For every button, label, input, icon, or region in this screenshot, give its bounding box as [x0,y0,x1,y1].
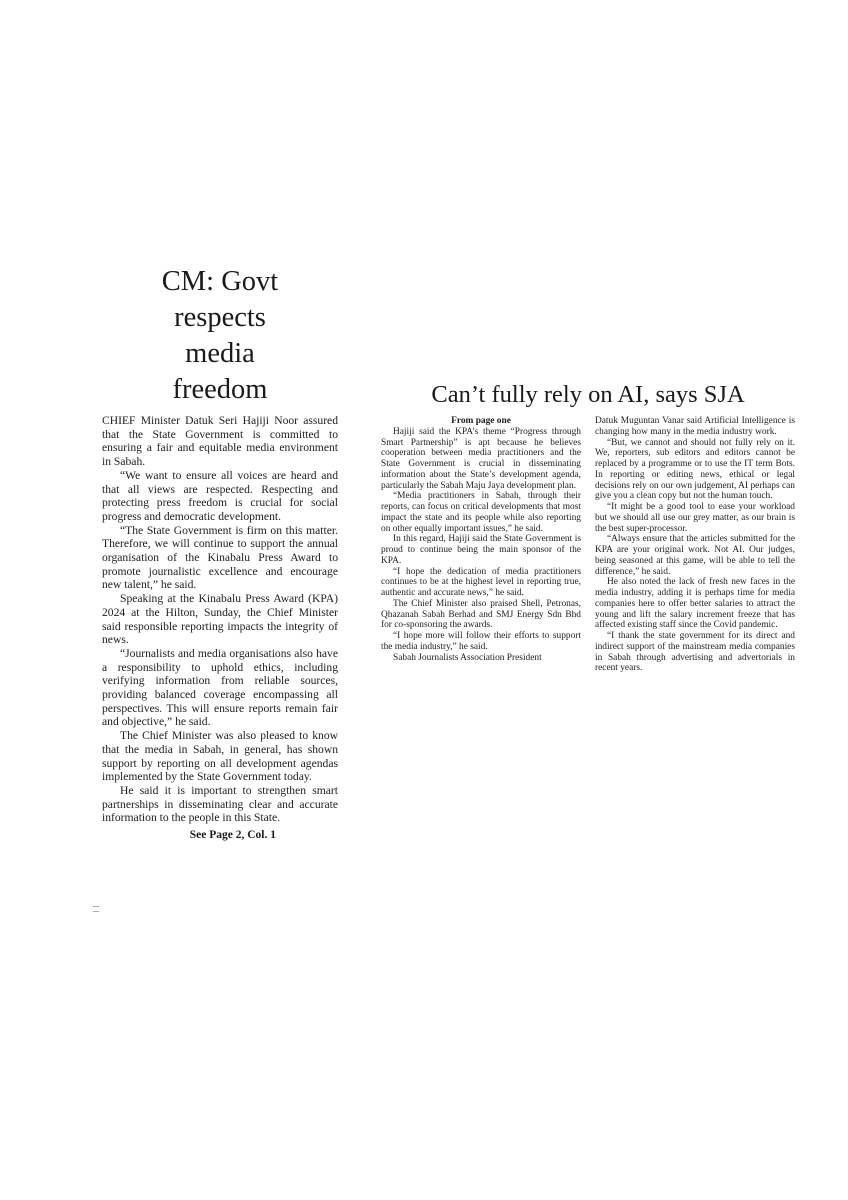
paragraph: “Journalists and media organisations also have a responsibility to uphold ethics, including verifying information from reliable sources, providing balanced coverage encompassing all perspectives. This will ensure reports remain fair and objective,” he said. [102,646,338,729]
paragraph: “Media practitioners in Sabah, through their reports, can focus on critical developments that most impact the state and its people while also reporting on other equally important issues,” he said. [381,491,581,534]
left-article [102,264,338,841]
continuation-note: See Page 2, Col. 1 [189,829,276,842]
right-headline: Can’t fully rely on AI, says SJA [431,381,745,408]
left-headline [102,264,338,408]
left-article-body [102,414,338,825]
left-headline-line: freedom [172,374,268,405]
paragraph: “We want to ensure all voices are heard and that all views are respected. Respecting and protecting press freedom is crucial for social progress and democratic development. [102,468,338,523]
paragraph: “The State Government is firm on this matter. Therefore, we will continue to support the annual organisation of the Kinabalu Press Award to promote journalistic excellence and encourage new talent,” he said. [102,523,338,592]
right-column-1 [381,416,581,674]
from-page-label: From page one [451,416,511,426]
paragraph: “Always ensure that the articles submitted for the KPA are your original work. Not AI. Our judges, being seasoned at this game, will be able to tell the difference,” he said. [595,534,795,577]
paragraph: “It might be a good tool to ease your workload but we should all use our grey matter, as our brain is the best super-processor. [595,502,795,534]
paragraph: “I hope the dedication of media practitioners continues to be at the highest level in reporting true, authentic and accurate news,” he said. [381,566,581,598]
paragraph: “I thank the state government for its direct and indirect support of the mainstream media companies in Sabah through advertising and advertorials in recent years. [595,631,795,674]
paragraph: Speaking at the Kinabalu Press Award (KPA) 2024 at the Hilton, Sunday, the Chief Minister said responsible reporting impacts the integrity of news. [102,592,338,647]
column-end-mark [93,906,99,912]
paragraph: “But, we cannot and should not fully rely on it. We, reporters, sub editors and editors cannot be replaced by a programme or to use the IT term Bots. In reporting or editing news, ethical or legal decisions rely on our own judgement, AI perhaps can give you a clean copy but not the human touch. [595,437,795,502]
right-article-columns [381,416,795,674]
paragraph: He also noted the lack of fresh new faces in the media industry, adding it is perhaps time for media companies here to offer better salaries to attract the young and lift the salary increment freeze that has affected existing staff since the Covid pandemic. [595,577,795,631]
left-headline-line: CM: Govt [161,266,279,297]
right-article [381,378,795,674]
paragraph: “I hope more will follow their efforts to support the media industry,” he said. [381,631,581,652]
left-headline-line: respects [174,302,266,333]
paragraph: Datuk Muguntan Vanar said Artificial Intelligence is changing how many in the media industry work. [595,416,795,437]
left-headline-line: media [185,338,255,369]
right-column-2 [595,416,795,674]
paragraph: CHIEF Minister Datuk Seri Hajiji Noor assured that the State Government is committed to ensuring a fair and equitable media environment in Sabah. [102,414,338,469]
paragraph: The Chief Minister also praised Shell, Petronas, Qhazanah Sabah Berhad and SMJ Energy Sdn Bhd for co-sponsoring the awards. [381,598,581,631]
paragraph: Hajiji said the KPA’s theme “Progress through Smart Partnership” is apt because he believes cooperation between media practitioners and the State Government is crucial in disseminating information about the State’s development agenda, particularly the Sabah Maju Jaya development plan. [381,426,581,491]
paragraph: Sabah Journalists Association President [393,652,542,663]
paragraph: In this regard, Hajiji said the State Government is proud to continue being the main sponsor of the KPA. [381,534,581,566]
paragraph: He said it is important to strengthen smart partnerships in disseminating clear and accurate information to the people in this State. [102,783,338,825]
paragraph: The Chief Minister was also pleased to know that the media in Sabah, in general, has shown support by reporting on all development agendas implemented by the State Government today. [102,729,338,784]
